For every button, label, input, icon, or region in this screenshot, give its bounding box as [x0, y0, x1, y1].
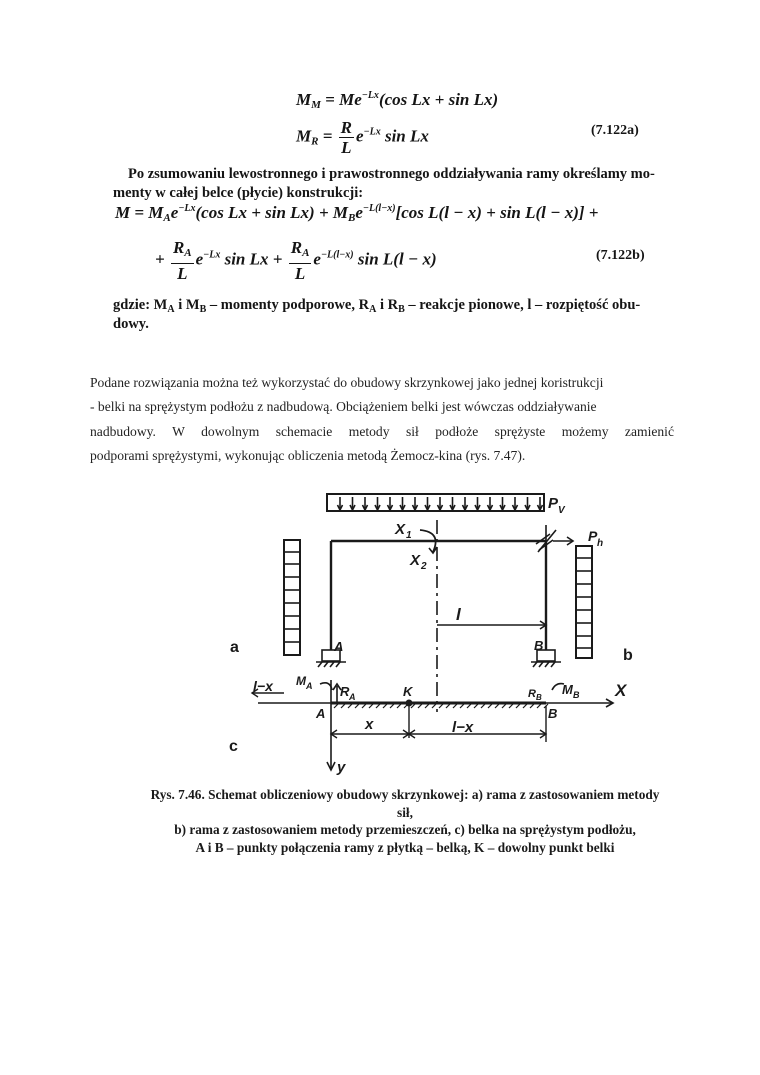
- where-line1: gdzie: $M_A$ i $M_B$ – momenty podporowe, $R_A$ i $R_B$ – reakcje pionowe, l – rozpiętość obu-: [113, 297, 641, 315]
- figure-caption: [150, 786, 660, 856]
- label-ph: P: [588, 528, 598, 544]
- label-l: l: [456, 605, 461, 624]
- label-c-left: c: [229, 738, 238, 755]
- label-node-a-bottom: A: [316, 706, 326, 721]
- label-rb-sub: B: [536, 693, 542, 702]
- ma-arrow: [320, 683, 332, 690]
- label-x-dim: x: [365, 716, 374, 733]
- equation-mm: $M_M = Me^{-Lx}(\cos$ Lx + sin Lx): [296, 90, 499, 111]
- label-pv-sub: V: [558, 505, 565, 516]
- support-a: [316, 650, 346, 667]
- where-line2: dowy.: [113, 316, 149, 332]
- caption-line2: b) rama z zastosowaniem metody przemieszczeń, c) belka na sprężystym podłożu,: [174, 822, 636, 837]
- beam: [258, 699, 613, 708]
- label-k: K: [403, 684, 413, 699]
- caption-line3: A i B – punkty połączenia ramy z płytką – belką, K – dowolny punkt belki: [195, 839, 615, 855]
- equation-number-7-122b: (7.122b): [596, 248, 645, 263]
- right-load-box: [576, 546, 592, 658]
- label-node-b-top: B: [534, 638, 544, 653]
- label-x1: X: [395, 521, 406, 538]
- body-line: nadbudowy. W dowolnym schemacie metody sił podłoże sprężyste możemy zamienić: [90, 423, 674, 439]
- point-k: [407, 701, 412, 706]
- label-ph-sub: h: [597, 538, 604, 549]
- body-line: Podane rozwiązania można też wykorzystać do obudowy skrzynkowej jako jednej koristrukcji: [90, 375, 604, 390]
- caption-line1: Rys. 7.46. Schemat obliczeniowy obudowy skrzynkowej: a) rama z zastosowaniem metody sił,: [150, 787, 660, 820]
- label-ra: R: [340, 684, 350, 699]
- label-x2: X: [410, 552, 421, 569]
- label-x2-sub: 2: [421, 561, 427, 572]
- equation-mr: $M_R$ = $\frac{R}{L}$ $e^{-Lx}$ sin Lx: [296, 118, 429, 157]
- right-corner-hinge: [536, 525, 573, 552]
- label-lx-dim: l−x: [452, 719, 474, 736]
- body-line: podporami sprężystymi, wykonując obliczenia metodą Żemocz-kina (rys. 7.47).: [90, 447, 526, 463]
- label-node-a-top: A: [334, 639, 344, 654]
- label-pv: P: [548, 495, 559, 512]
- label-a-left: a: [230, 639, 239, 656]
- label-ma-sub: A: [306, 681, 313, 691]
- equation-number-7-122a: (7.122a): [591, 123, 639, 138]
- label-rb: R: [528, 688, 536, 700]
- label-ma: M: [296, 674, 306, 688]
- label-x1-sub: 1: [406, 530, 412, 541]
- label-mb-sub: B: [573, 690, 580, 700]
- body-line: - belki na sprężystym podłożu z nadbudową. Obciążeniem belki jest wówczas oddziaływanie: [90, 399, 597, 415]
- body-paragraph: [90, 371, 674, 468]
- equation-m-line2: + $\frac{R_A}{L}$ $e^{-Lx}$ sin Lx + $\frac{R_A}{L}$ $e^{-L(l-x)}$ sin L(l − x): [155, 238, 437, 283]
- label-ra-sub: A: [349, 692, 356, 702]
- label-mb: M: [562, 682, 573, 697]
- top-load-box: [327, 494, 544, 511]
- label-x-axis: X: [615, 681, 627, 700]
- dimensions-bottom: [331, 706, 546, 742]
- equation-m-line1: $M = M_Ae^{-Lx}(\cos$ $Lx + \sin Lx) + M_Be^{-L(l-x)}[\cos$ L(l − x) + sin L(l − x)] +: [115, 203, 599, 224]
- label-y: y: [337, 759, 346, 776]
- left-load-box: [284, 540, 300, 655]
- label-lx-left: l−x: [253, 678, 273, 694]
- label-b-right: b: [623, 647, 633, 664]
- support-b: [531, 650, 561, 667]
- frame: [331, 541, 546, 650]
- para1-line1: Po zsumowaniu lewostronnego i prawostronnego oddziaływania ramy określamy mo-: [128, 166, 655, 182]
- para1-line2: menty w całej belce (płycie) konstrukcji:: [113, 185, 364, 201]
- x1-moment-arrow: [420, 530, 436, 552]
- label-node-b-bottom: B: [548, 706, 558, 721]
- mb-arrow: [552, 684, 564, 690]
